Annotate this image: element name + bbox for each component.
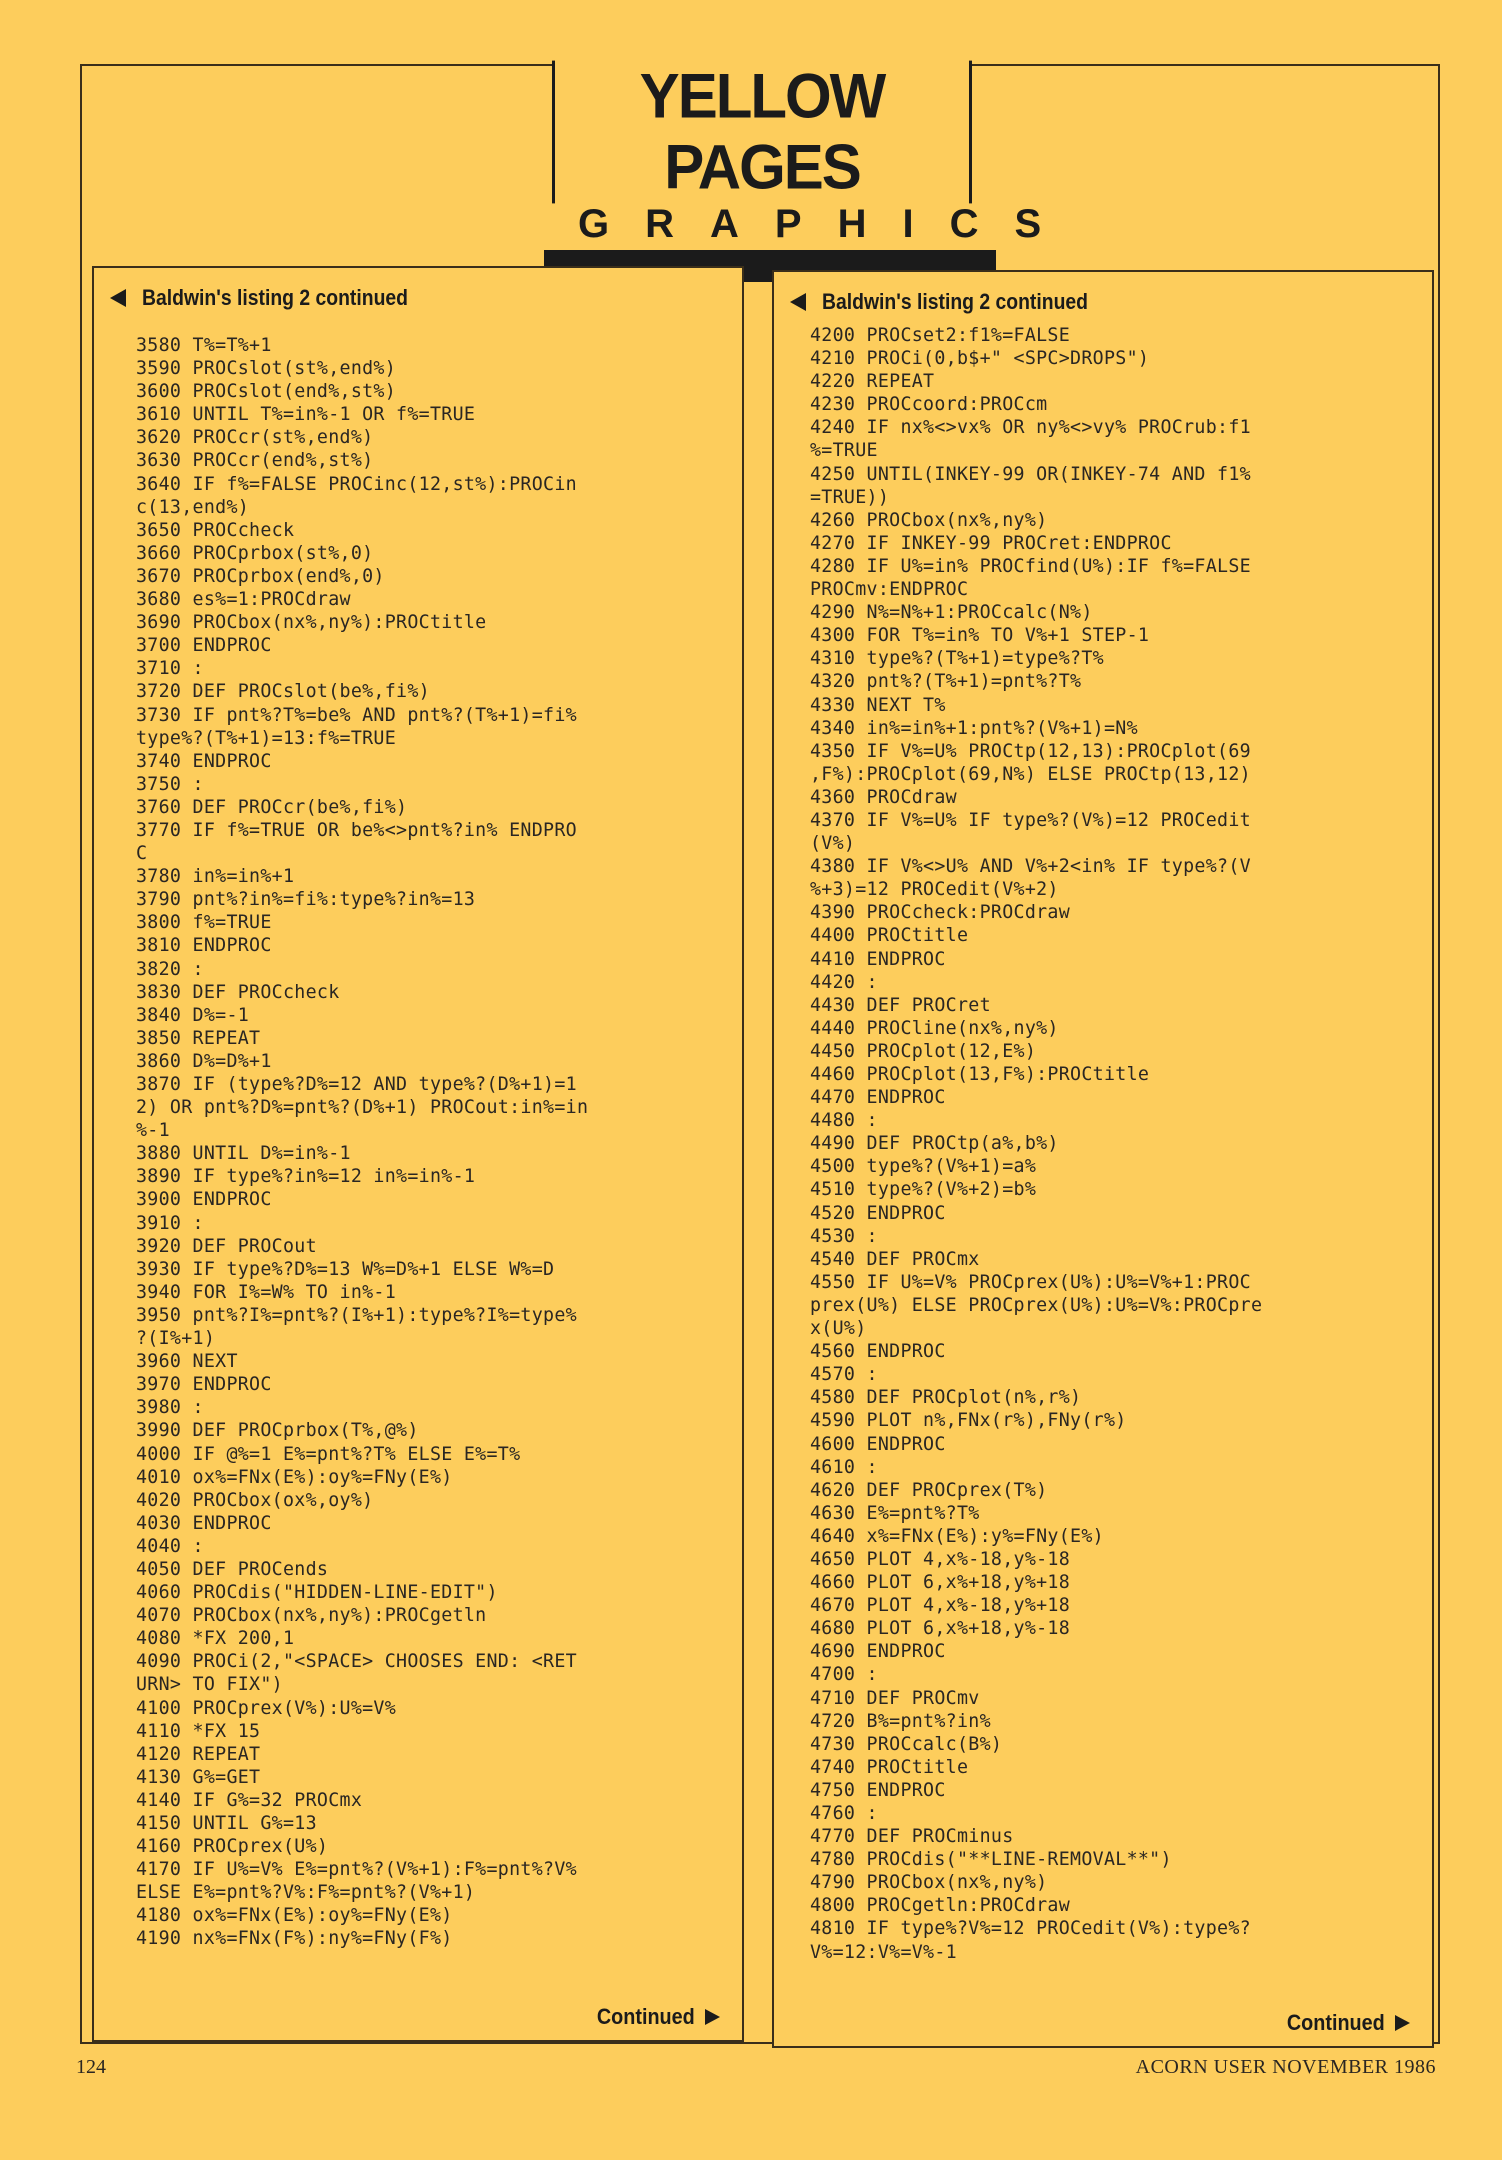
page-number: 124 <box>76 2056 106 2078</box>
left-listing-heading <box>106 278 444 318</box>
right-arrow-icon <box>1395 2015 1410 2031</box>
section-title: YELLOW PAGES <box>552 61 972 204</box>
left-continued-text: Continued <box>597 2004 695 2029</box>
left-arrow-icon <box>790 293 806 311</box>
left-continued-label <box>586 2004 720 2030</box>
right-listing-box <box>772 270 1434 2048</box>
right-continued-label <box>1276 2010 1410 2036</box>
right-heading-text: Baldwin's listing 2 continued <box>822 289 1088 314</box>
right-listing-heading <box>786 282 1124 322</box>
magazine-issue: ACORN USER NOVEMBER 1986 <box>1135 2056 1436 2078</box>
left-heading-text: Baldwin's listing 2 continued <box>142 285 408 310</box>
section-subtitle: GRAPHICS <box>578 202 1078 246</box>
masthead <box>552 60 1078 246</box>
right-continued-text: Continued <box>1287 2010 1385 2035</box>
right-arrow-icon <box>705 2009 720 2025</box>
right-code-listing: 4200 PROCset2:f1%=FALSE 4210 PROCi(0,b$+" <SPC>DROPS") 4220 REPEAT 4230 PROCcoord:PROCcm 4240 IF nx%<>vx% OR ny%<>vy% PROCrub:f1 %=TRUE 4250 UNTIL(INKEY-99 OR(INKEY-74 AND f1% =TRUE)) 4260 PROCbox(nx%,ny%) 4270 IF INKEY-99 PROCret:ENDPROC 4280 IF U%=in% PROCfind(U%):IF f%=FALSE PROCmv:ENDPROC 4290 N%=N%+1:PROCcalc(N%) 4300 FOR T%=in% TO V%+1 STEP-1 4310 type%?(T%+1)=type%?T% 4320 pnt%?(T%+1)=pnt%?T% 4330 NEXT T% 4340 in%=in%+1:pnt%?(V%+1)=N% 4350 IF V%=U% PROCtp(12,13):PROCplot(69 ,F%):PROCplot(69,N%) ELSE PROCtp(13,12) 4360 PROCdraw 4370 IF V%=U% IF type%?(V%)=12 PROCedit (V%) 4380 IF V%<>U% AND V%+2<in% IF type%?(V %+3)=12 PROCedit(V%+2) 4390 PROCcheck:PROCdraw 4400 PROCtitle 4410 ENDPROC 4420 : 4430 DEF PROCret 4440 PROCline(nx%,ny%) 4450 PROCplot(12,E%) 4460 PROCplot(13,F%):PROCtitle 4470 ENDPROC 4480 : 4490 DEF PROCtp(a%,b%) 4500 type%?(V%+1)=a% 4510 type%?(V%+2)=b% 4520 ENDPROC 4530 : 4540 DEF PROCmx 4550 IF U%=V% PROCprex(U%):U%=V%+1:PROC prex(U%) ELSE PROCprex(U%):U%=V%:PROCpre x(U%) 4560 ENDPROC 4570 : 4580 DEF PROCplot(n%,r%) 4590 PLOT n%,FNx(r%),FNy(r%) 4600 ENDPROC 4610 : 4620 DEF PROCprex(T%) 4630 E%=pnt%?T% 4640 x%=FNx(E%):y%=FNy(E%) 4650 PLOT 4,x%-18,y%-18 4660 PLOT 6,x%+18,y%+18 4670 PLOT 4,x%-18,y%+18 4680 PLOT 6,x%+18,y%-18 4690 ENDPROC 4700 : 4710 DEF PROCmv 4720 B%=pnt%?in% 4730 PROCcalc(B%) 4740 PROCtitle 4750 ENDPROC 4760 : 4770 DEF PROCminus 4780 PROCdis("**LINE-REMOVAL**") 4790 PROCbox(nx%,ny%) 4800 PROCgetln:PROCdraw 4810 IF type%?V%=12 PROCedit(V%):type%? V%=12:V%=V%-1 <box>810 325 1263 1963</box>
left-listing-box <box>92 266 744 2042</box>
left-code-listing: 3580 T%=T%+1 3590 PROCslot(st%,end%) 3600 PROCslot(end%,st%) 3610 UNTIL T%=in%-1 OR f%=TRUE 3620 PROCcr(st%,end%) 3630 PROCcr(end%,st%) 3640 IF f%=FALSE PROCinc(12,st%):PROCin c(13,end%) 3650 PROCcheck 3660 PROCprbox(st%,0) 3670 PROCprbox(end%,0) 3680 es%=1:PROCdraw 3690 PROCbox(nx%,ny%):PROCtitle 3700 ENDPROC 3710 : 3720 DEF PROCslot(be%,fi%) 3730 IF pnt%?T%=be% AND pnt%?(T%+1)=fi% type%?(T%+1)=13:f%=TRUE 3740 ENDPROC 3750 : 3760 DEF PROCcr(be%,fi%) 3770 IF f%=TRUE OR be%<>pnt%?in% ENDPRO C 3780 in%=in%+1 3790 pnt%?in%=fi%:type%?in%=13 3800 f%=TRUE 3810 ENDPROC 3820 : 3830 DEF PROCcheck 3840 D%=-1 3850 REPEAT 3860 D%=D%+1 3870 IF (type%?D%=12 AND type%?(D%+1)=1 2) OR pnt%?D%=pnt%?(D%+1) PROCout:in%=in %-1 3880 UNTIL D%=in%-1 3890 IF type%?in%=12 in%=in%-1 3900 ENDPROC 3910 : 3920 DEF PROCout 3930 IF type%?D%=13 W%=D%+1 ELSE W%=D 3940 FOR I%=W% TO in%-1 3950 pnt%?I%=pnt%?(I%+1):type%?I%=type% ?(I%+1) 3960 NEXT 3970 ENDPROC 3980 : 3990 DEF PROCprbox(T%,@%) 4000 IF @%=1 E%=pnt%?T% ELSE E%=T% 4010 ox%=FNx(E%):oy%=FNy(E%) 4020 PROCbox(ox%,oy%) 4030 ENDPROC 4040 : 4050 DEF PROCends 4060 PROCdis("HIDDEN-LINE-EDIT") 4070 PROCbox(nx%,ny%):PROCgetln 4080 *FX 200,1 4090 PROCi(2,"<SPACE> CHOOSES END: <RET URN> TO FIX") 4100 PROCprex(V%):U%=V% 4110 *FX 15 4120 REPEAT 4130 G%=GET 4140 IF G%=32 PROCmx 4150 UNTIL G%=13 4160 PROCprex(U%) 4170 IF U%=V% E%=pnt%?(V%+1):F%=pnt%?V% ELSE E%=pnt%?V%:F%=pnt%?(V%+1) 4180 ox%=FNx(E%):oy%=FNy(E%) 4190 nx%=FNx(F%):ny%=FNy(F%) <box>136 335 589 1950</box>
left-arrow-icon <box>110 289 126 307</box>
